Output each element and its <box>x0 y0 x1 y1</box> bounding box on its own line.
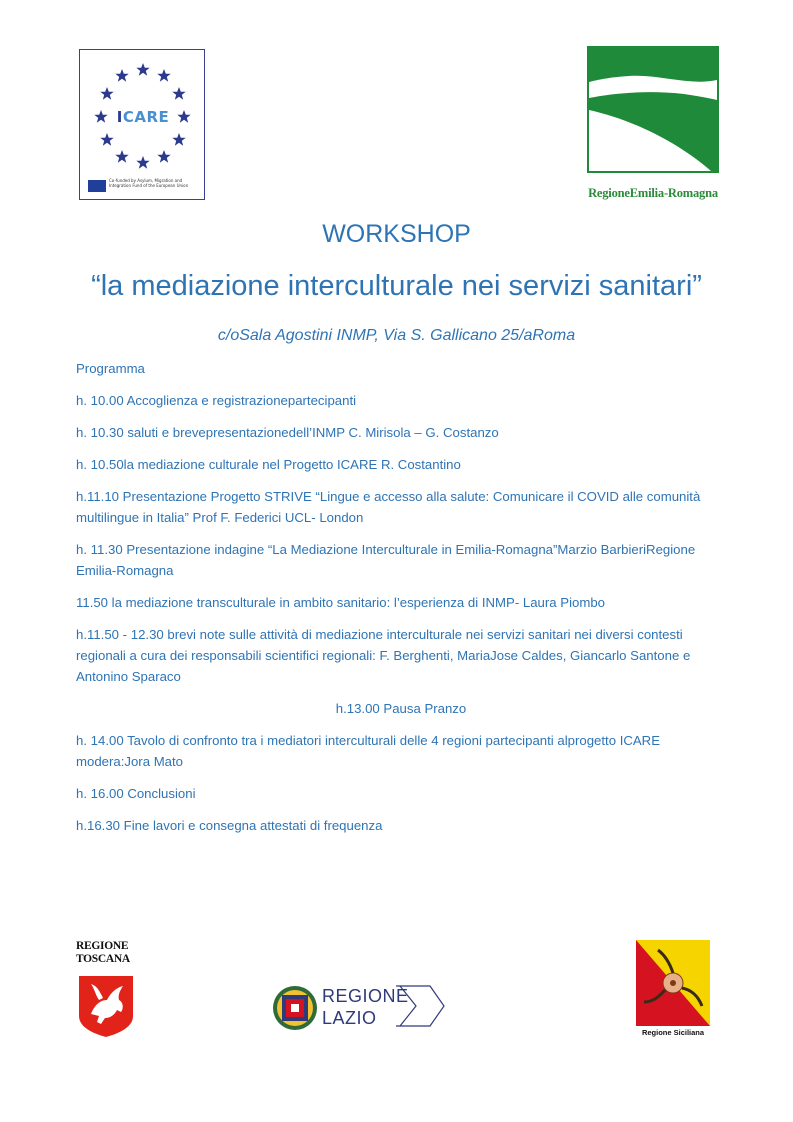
program-item: h. 10.50la mediazione culturale nel Progetto ICARE R. Costantino <box>76 457 461 472</box>
venue-text: c/oSala Agostini INMP, Via S. Gallicano 25/aRoma <box>217 327 576 344</box>
trinacria-icon <box>636 940 710 1026</box>
program-item: h. 14.00 Tavolo di confronto tra i mediatori interculturali delle 4 regioni partecipanti alprogetto ICARE modera:Jora Mato <box>76 733 660 769</box>
pegasus-shield-icon <box>77 974 135 1038</box>
program-item: h.16.30 Fine lavori e consegna attestati di frequenza <box>76 818 383 833</box>
program-item: h. 10.00 Accoglienza e registrazionepartecipanti <box>76 393 357 408</box>
program-item: 11.50 la mediazione transculturale in ambito sanitario: l’esperienza di INMP- Laura Piombo <box>76 595 605 610</box>
toscana-name: REGIONE TOSCANA <box>76 940 130 965</box>
eu-flag-icon <box>88 180 106 192</box>
sicilia-name: Regione Siciliana <box>641 1028 705 1037</box>
program-item: h. 16.00 Conclusioni <box>76 786 196 801</box>
lazio-logo <box>272 980 450 1036</box>
program-item: h.11.10 Presentazione Progetto STRIVE “Lingue e accesso alla salute: Comunicare il COVID alle comunità multilingue in Italia” Prof F. Federici UCL- London <box>76 489 701 525</box>
program-heading: Programma <box>76 361 145 376</box>
lazio-emblem-icon <box>272 983 318 1033</box>
emilia-romagna-logo <box>587 46 719 203</box>
program-item: h. 10.30 saluti e brevepresentazionedell’INMP C. Mirisola – G. Costanzo <box>76 425 499 440</box>
page-title: WORKSHOP <box>322 220 471 248</box>
emilia-romagna-flag-icon <box>587 46 719 173</box>
sicilia-logo <box>633 940 713 1040</box>
program-item-lunch: h.13.00 Pausa Pranzo <box>335 701 467 716</box>
program-section <box>76 358 726 847</box>
toscana-logo <box>76 940 138 1040</box>
lazio-name-line2: LAZIO <box>322 1008 377 1028</box>
emilia-romagna-name: RegioneEmilia-Romagna <box>588 186 718 200</box>
icare-logo <box>79 49 205 200</box>
page-subtitle: “la mediazione interculturale nei servizi sanitari” <box>91 270 702 302</box>
icare-funding-text: Co-funded by Asylum, Migration and Integration Fund of the European Union <box>109 178 189 188</box>
lazio-chevron-icon <box>396 982 448 1032</box>
program-item: h.11.50 - 12.30 brevi note sulle attività di mediazione interculturale nei servizi sanitari nei diversi contesti regionali a cura dei responsabili scientifici regionali: F. Berghenti, MariaJose Caldes, Giancarlo Santone e Antonino Sparaco <box>76 627 691 684</box>
icare-logo-text: ICARE <box>116 108 170 126</box>
lazio-name-line1: REGIONE <box>322 986 409 1006</box>
program-item: h. 11.30 Presentazione indagine “La Mediazione Interculturale in Emilia-Romagna”Marzio BarbieriRegione Emilia-Romagna <box>76 542 696 578</box>
